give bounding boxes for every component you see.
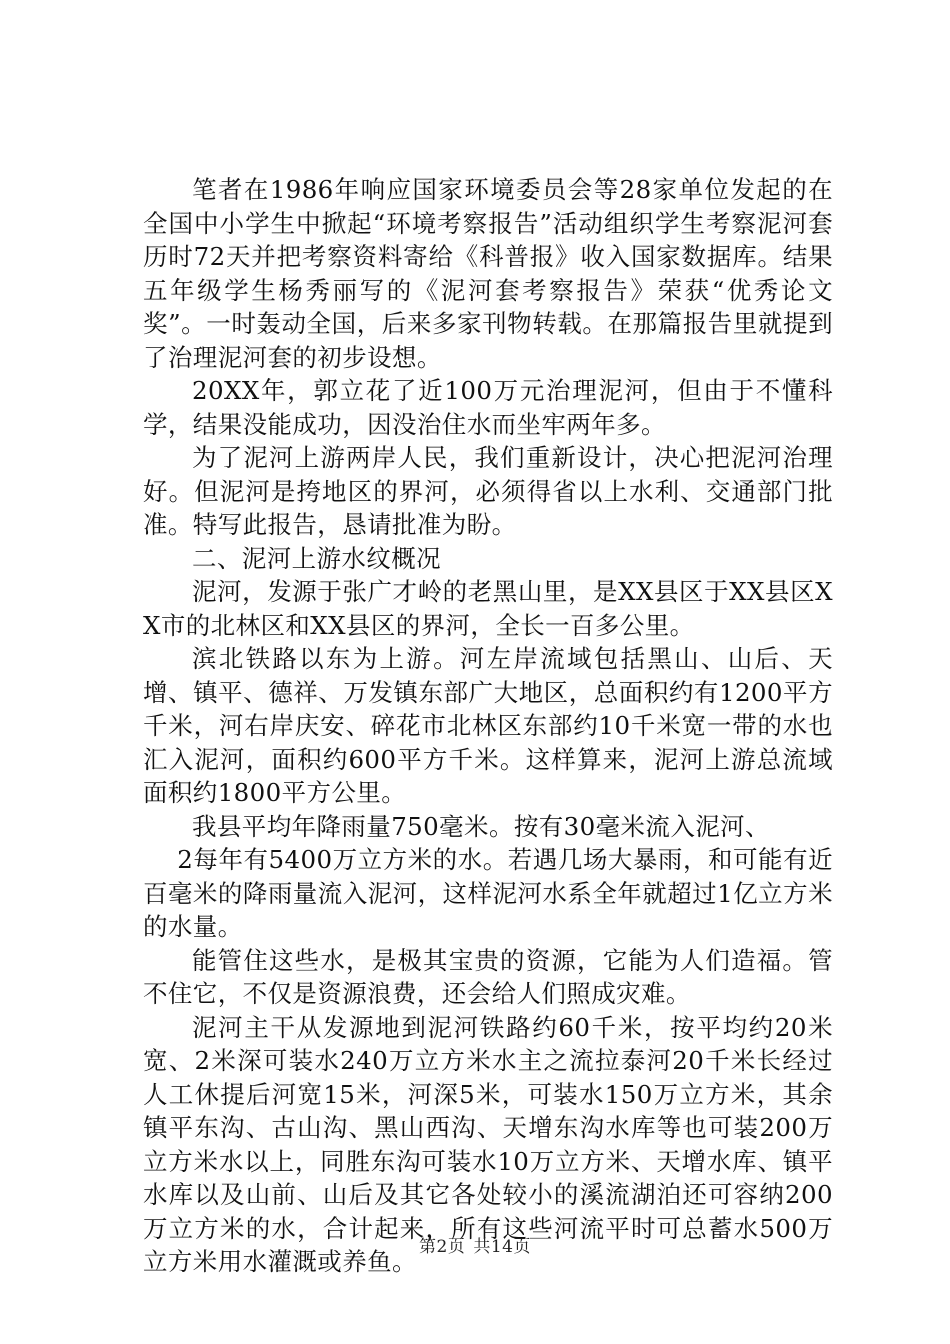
paragraph-7: 我县平均年降雨量750毫米。按有30毫米流入泥河、 bbox=[192, 811, 770, 841]
page-number: 第2页 bbox=[419, 1237, 466, 1257]
paragraph-3: 为了泥河上游两岸人民，我们重新设计，决心把泥河治理好。但泥河是挎地区的界河，必须得省以上水利、交通部门批准。特写此报告，恳请批准为盼。 bbox=[143, 443, 833, 539]
page-total: 共14页 bbox=[473, 1237, 531, 1257]
paragraph-1: 笔者在1986年响应国家环境委员会等28家单位发起的在全国中小学生中掀起“环境考察报告”活动组织学生考察泥河套历时72天并把考察资料寄给《科普报》收入国家数据库。结果五年级学生杨秀丽写的《泥河套考察报告》荣获“优秀论文奖”。一时轰动全国，后来多家刊物转载。在那篇报告里就提到了治理泥河套的初步设想。 bbox=[143, 175, 833, 372]
paragraph-8: 2每年有5400万立方米的水。若遇几场大暴雨，和可能有近百毫米的降雨量流入泥河，这样泥河水系全年就超过1亿立方米的水量。 bbox=[143, 845, 833, 941]
paragraph-5: 泥河，发源于张广才岭的老黑山里，是XX县区于XX县区XX市的北林区和XX县区的界河，全长一百多公里。 bbox=[143, 577, 833, 640]
paragraph-6: 滨北铁路以东为上游。河左岸流域包括黑山、山后、天增、镇平、德祥、万发镇东部广大地区，总面积约有1200平方千米，河右岸庆安、碎花市北林区东部约10千米宽一带的水也汇入泥河，面积约600平方千米。这样算来，泥河上游总流域面积约1800平方公里。 bbox=[143, 644, 833, 807]
document-body bbox=[143, 173, 833, 1279]
paragraph-2: 20XX年，郭立花了近100万元治理泥河，但由于不懂科学，结果没能成功，因没治住水而坐牢两年多。 bbox=[143, 376, 833, 439]
section-heading: 二、泥河上游水纹概况 bbox=[192, 543, 441, 573]
page-footer bbox=[0, 1235, 950, 1259]
paragraph-9: 能管住这些水，是极其宝贵的资源，它能为人们造福。管不住它，不仅是资源浪费，还会给人们照成灾难。 bbox=[143, 945, 833, 1008]
paragraph-10: 泥河主干从发源地到泥河铁路约60千米，按平均约20米宽、2米深可装水240万立方米水主之流拉泰河20千米长经过人工休提后河宽15米，河深5米，可装水150万立方米，其余镇平东沟、古山沟、黑山西沟、天增东沟水库等也可装200万立方米水以上，同胜东沟可装水10万立方米、天增水库、镇平水库以及山前、山后及其它各处较小的溪流湖泊还可容纳200万立方米的水，合计起来，所有这些河流平时可总蓄水500万立方米用水灌溉或养鱼。 bbox=[143, 1012, 833, 1276]
